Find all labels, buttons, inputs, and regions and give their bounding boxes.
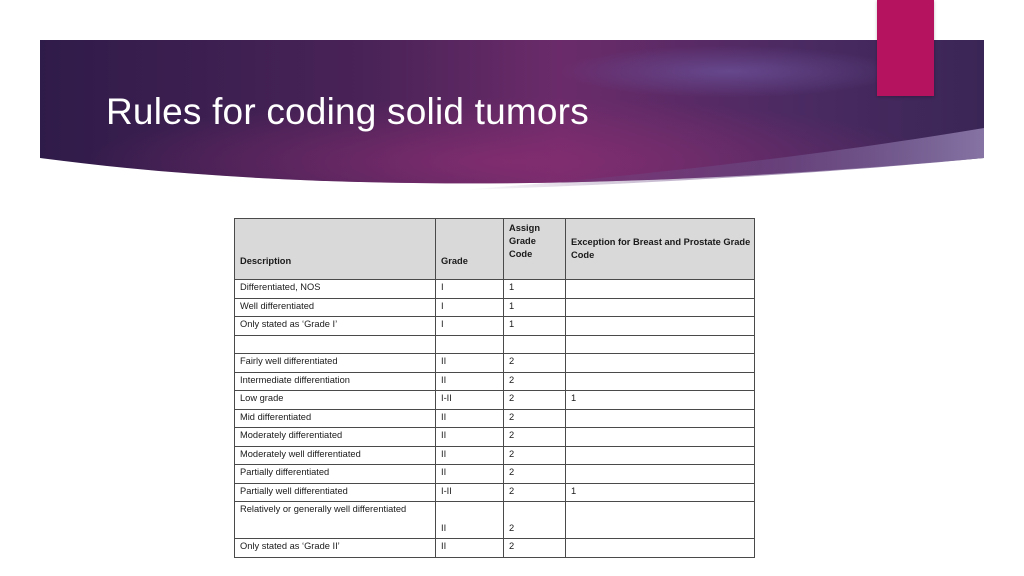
- cell-assign: 2: [504, 539, 566, 558]
- cell-description: Mid differentiated: [235, 409, 436, 428]
- cell-assign: 1: [504, 280, 566, 299]
- table-row: [235, 446, 755, 465]
- table-row-spacer: [235, 335, 755, 354]
- cell-exception: [566, 372, 755, 391]
- cell-grade: I: [436, 317, 504, 336]
- cell-description: Partially differentiated: [235, 465, 436, 484]
- cell-exception: [566, 446, 755, 465]
- table-row: [235, 317, 755, 336]
- cell-grade: I-II: [436, 391, 504, 410]
- table-row: [235, 372, 755, 391]
- cell-description: Only stated as ‘Grade II’: [235, 539, 436, 558]
- cell-grade: [436, 335, 504, 354]
- table-row: [235, 483, 755, 502]
- cell-exception: [566, 428, 755, 447]
- cell-assign: 2: [504, 372, 566, 391]
- header-exception-code: Exception for Breast and Prostate Grade Code: [566, 219, 755, 280]
- cell-assign: 2: [504, 428, 566, 447]
- cell-exception: [566, 317, 755, 336]
- table-row: [235, 502, 755, 539]
- header-description: Description: [235, 219, 436, 280]
- cell-exception: [566, 502, 755, 539]
- table-row: [235, 280, 755, 299]
- cell-description: Moderately well differentiated: [235, 446, 436, 465]
- cell-grade: II: [436, 372, 504, 391]
- cell-description: Fairly well differentiated: [235, 354, 436, 373]
- cell-description: Well differentiated: [235, 298, 436, 317]
- cell-grade: II: [436, 354, 504, 373]
- cell-exception: [566, 280, 755, 299]
- table-row: [235, 428, 755, 447]
- cell-description: Differentiated, NOS: [235, 280, 436, 299]
- header-assign-grade-code: Assign Grade Code: [504, 219, 566, 280]
- cell-grade: II: [436, 502, 504, 539]
- cell-exception: 1: [566, 391, 755, 410]
- cell-exception: [566, 539, 755, 558]
- table-row: [235, 298, 755, 317]
- cell-assign: 2: [504, 391, 566, 410]
- cell-grade: II: [436, 409, 504, 428]
- table-row: [235, 391, 755, 410]
- cell-assign: 2: [504, 354, 566, 373]
- table-container: [234, 218, 755, 558]
- cell-description: Low grade: [235, 391, 436, 410]
- cell-assign: 2: [504, 465, 566, 484]
- cell-description: Partially well differentiated: [235, 483, 436, 502]
- cell-description: Only stated as ‘Grade I’: [235, 317, 436, 336]
- cell-grade: II: [436, 465, 504, 484]
- cell-assign: 1: [504, 317, 566, 336]
- cell-description: Relatively or generally well differentiated: [235, 502, 436, 539]
- cell-exception: [566, 409, 755, 428]
- table-header-row: [235, 219, 755, 280]
- slide-title: Rules for coding solid tumors: [106, 91, 589, 132]
- cell-assign: 2: [504, 446, 566, 465]
- cell-assign: [504, 335, 566, 354]
- grade-table: [234, 218, 755, 558]
- cell-assign: 1: [504, 298, 566, 317]
- cell-grade: II: [436, 539, 504, 558]
- cell-assign: 2: [504, 502, 566, 539]
- accent-tab: [877, 0, 934, 96]
- cell-exception: [566, 298, 755, 317]
- cell-exception: 1: [566, 483, 755, 502]
- cell-grade: I-II: [436, 483, 504, 502]
- cell-assign: 2: [504, 409, 566, 428]
- cell-exception: [566, 354, 755, 373]
- cell-grade: I: [436, 298, 504, 317]
- table-row: [235, 465, 755, 484]
- cell-grade: I: [436, 280, 504, 299]
- cell-exception: [566, 465, 755, 484]
- table-row: [235, 539, 755, 558]
- cell-grade: II: [436, 446, 504, 465]
- table-row: [235, 354, 755, 373]
- table-row: [235, 409, 755, 428]
- cell-description: Intermediate differentiation: [235, 372, 436, 391]
- cell-assign: 2: [504, 483, 566, 502]
- cell-description: Moderately differentiated: [235, 428, 436, 447]
- cell-description: [235, 335, 436, 354]
- cell-grade: II: [436, 428, 504, 447]
- cell-exception: [566, 335, 755, 354]
- header-grade: Grade: [436, 219, 504, 280]
